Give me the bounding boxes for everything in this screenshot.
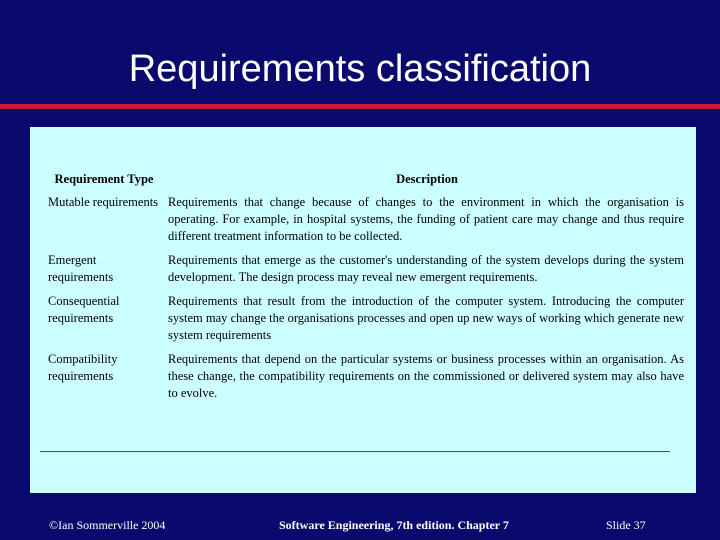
- header-requirement-type: Requirement Type: [54, 172, 154, 186]
- row-type: Compatibility requirements: [48, 352, 118, 383]
- table-bottom-rule: [40, 451, 670, 452]
- table-row: [40, 194, 686, 252]
- row-description: Requirements that depend on the particular systems or business processes within an organisation. As these change, the compatibility requirements on the commissioned or delivered system may also have to evolve.: [168, 352, 684, 400]
- table-row: [40, 293, 686, 351]
- slide-title: Requirements classification: [128, 48, 592, 90]
- table-header-row: [40, 171, 686, 194]
- row-description: Requirements that emerge as the customer's understanding of the system develops during the system development. The design process may reveal new emergent requirements.: [168, 253, 684, 284]
- footer-copyright: ©Ian Sommerville 2004: [49, 518, 166, 532]
- footer-slide-number: Slide 37: [606, 518, 646, 532]
- row-description: Requirements that result from the introduction of the computer system. Introducing the computer system may change the organisations processes and open up new ways of working which generate new system requirements: [168, 294, 684, 342]
- row-type: Consequential requirements: [48, 294, 120, 325]
- footer-book-title: Software Engineering, 7th edition. Chapter 7: [279, 518, 509, 532]
- header-description: Description: [396, 172, 458, 186]
- row-type: Mutable requirements: [48, 195, 159, 209]
- title-divider: [0, 104, 720, 109]
- table-row: [40, 252, 686, 293]
- row-description: Requirements that change because of changes to the environment in which the organisation is operating. For example, in hospital systems, the funding of patient care may change and thus require different treatment information to be collected.: [168, 195, 684, 243]
- content-panel: [30, 127, 696, 493]
- row-type: Emergent requirements: [48, 253, 114, 284]
- table-row: [40, 351, 686, 409]
- requirements-table: [40, 171, 686, 409]
